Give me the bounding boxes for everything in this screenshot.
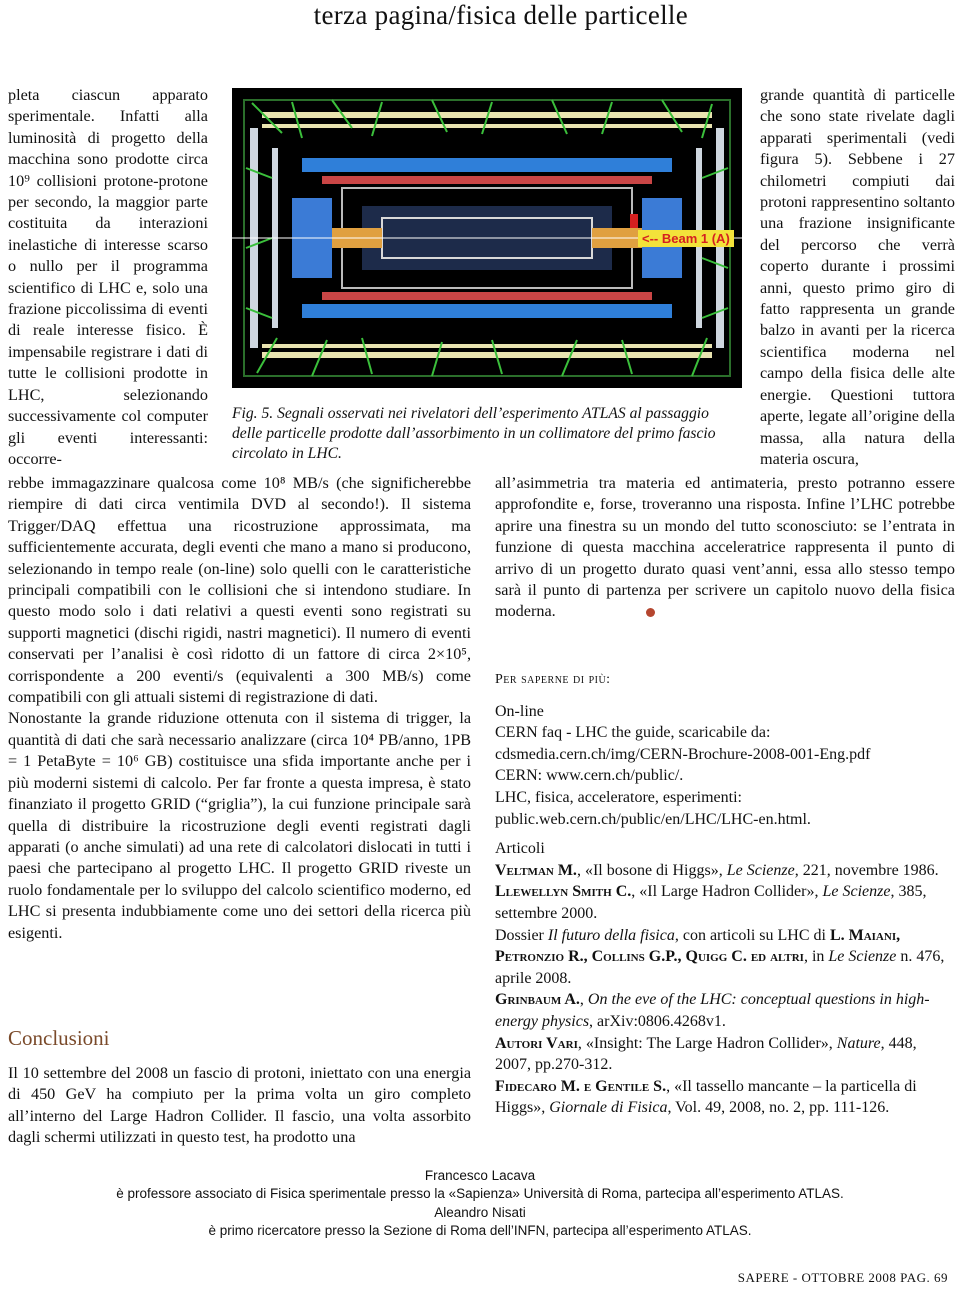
online-label: On-line (495, 702, 544, 720)
left-column-text (8, 85, 208, 470)
main-paragraph-1: rebbe immagazzinare qualcosa come 10⁸ MB/s (che significherebbe riempire di dati circa ventimila DVD al secondo!). Il sistema Trigger/DAQ effettua una ricostruzione approssimata, ma sufficientemente accurata, degli eventi che mano a mano si producono, selezionando in tempo reale (on-line) solo quelli con le caratteristiche principali compatibili con le collisioni che si intendono studiare. In questo modo solo i dati relativi a questi eventi sono registrati su supporti magnetici (dischi rigidi, nastri magnetici). Il numero di eventi conservati per l’analisi è così ridotto di un fattore di circa 2×10⁵, corrispondente a 200 eventi/s (equivalenti a 300 MB/s) come compatibili con gli attuali sistemi di registrazione di dati. (8, 474, 471, 707)
article-ref-1: Veltman M., «Il bosone di Higgs», Le Scienze, 221, novembre 1986. (495, 861, 939, 879)
conclusions-text (8, 1063, 471, 1149)
author-1-role: è professore associato di Fisica sperimentale presso la «Sapienza» Università di Roma, partecipa all’esperimento ATLAS. (116, 1186, 844, 1201)
main-column (8, 473, 471, 944)
author-1-name: Francesco Lacava (424, 1168, 536, 1183)
figure-caption (232, 404, 742, 464)
article-ref-5: Fidecaro M. e Gentile S., «Il tassello mancante – la particella di Higgs», Giornale di Fisica, Vol. 49, 2008, no. 2, pp. 111-126. (495, 1077, 917, 1117)
references (495, 669, 955, 1119)
article-ref-3: Grinbaum A., On the eve of the LHC: conceptual questions in high-energy physics, arXiv:0806.4268v1. (495, 991, 930, 1030)
article-ref-2: Llewellyn Smith C., «Il Large Hadron Collider», Le Scienze, 385, settembre 2000. (495, 883, 927, 922)
right-body-paragraph (495, 473, 955, 623)
dossier-ref: Dossier Il futuro della fisica, con articoli su LHC di L. Maiani, Petronzio R., Collins G.P., Quigg C. ed altri, in Le Scienze n. 476, aprile 2008. (495, 926, 945, 987)
references-heading: Per saperne di più: (495, 672, 611, 687)
beam-label: <-- Beam 1 (A) (638, 230, 734, 247)
atlas-event-figure (232, 88, 742, 388)
conclusions-heading: Conclusioni (8, 1026, 110, 1050)
page-footer: SAPERE - OTTOBRE 2008 PAG. 69 (737, 1270, 948, 1285)
right-column-paragraph: grande quantità di particelle che sono state rivelate dagli apparati sperimentali (vedi figura 5). Sebbene i 27 chilometri compiuti dai protoni rappresentino soltanto una frazione insignificante del percorso che verrà coperto durante i prossimi anni, questo primo giro di fatto rappresenta un grande balzo in avanti per la ricerca scientifica moderna nel campo della fisica delle alte energie. Questioni tuttora aperte, legate all’origine della massa, alla natura della materia oscura, (760, 86, 955, 468)
end-bullet-icon (646, 608, 655, 617)
author-2-role: è primo ricercatore presso la Sezione di Roma dell’INFN, partecipa all’esperimento ATLAS. (208, 1223, 752, 1238)
left-column-paragraph: pleta ciascun apparato sperimentale. Infatti alla luminosità di progetto della macchina sono prodotte circa 10⁹ collisioni protone-protone per secondo, la maggior parte costituita da interazioni inelastiche di interesse scarso o nullo per il programma scientifico di LHC e, solo una frazione piccolissima di eventi di reale interesse fisico. È impensabile registrare i dati di tutte le collisioni prodotte in LHC, selezionando successivamente col computer gli eventi interessanti: occorre- (8, 86, 208, 468)
author-2-name: Aleandro Nisati (434, 1205, 526, 1220)
online-ref-1[interactable]: CERN faq - LHC the guide, scaricabile da: cdsmedia.cern.ch/img/CERN-Brochure-2008-001-Eng.pdf (495, 724, 871, 763)
caption-label: Fig. 5. (232, 405, 274, 422)
online-ref-3[interactable]: LHC, fisica, acceleratore, esperimenti: public.web.cern.ch/public/en/LHC/LHC-en.html. (495, 788, 811, 828)
right-body-column (495, 473, 955, 623)
beam-pin-icon (630, 214, 638, 228)
articles-label: Articoli (495, 840, 545, 858)
main-paragraph-2: Nonostante la grande riduzione ottenuta con il sistema di trigger, la quantità di dati che sarà necessario analizzare (circa 10⁴ PB/anno, 1PB = 1 PetaByte = 10⁶ GB) costituisce una sfida importante anche per i più moderni sistemi di calcolo. Per far fronte a questa impresa, è stato finanziato il progetto GRID (“griglia”), la cui funzione principale sarà quella di distribuire la ricostruzione degli eventi registrati dagli apparati (o anche simulati) ad una rete di calcolatori dislocati in tutti i paesi che partecipano al progetto LHC. Il progetto GRID riveste un ruolo fondamentale per lo sviluppo del calcolo scientifico moderno, ed LHC si presenta indubbiamente come uno dei settori della ricerca più esigenti. (8, 709, 471, 942)
article-ref-4: Autori Vari, «Insight: The Large Hadron Collider», Nature, 448, 2007, pp.270-312. (495, 1034, 917, 1074)
caption-text: Segnali osservati nei rivelatori dell’esperimento ATLAS al passaggio delle particelle prodotte dall’assorbimento in un collimatore del primo fascio circolato in LHC. (232, 405, 716, 462)
page-header: terza pagina/fisica delle particelle (313, 0, 688, 30)
conclusions-paragraph: Il 10 settembre del 2008 un fascio di protoni, iniettato con una energia di 450 GeV ha compiuto per la prima volta un giro completo all’interno del Large Hadron Collider. Il fascio, una volta assorbito dagli schermi utilizzati in questo test, ha prodotto una (8, 1064, 471, 1147)
right-body-text: all’asimmetria tra materia ed antimateria, presto potranno essere approfondite e, forse, troveranno una risposta. Infine l’LHC potrebbe aprire una finestra su un mondo del tutto sconosciuto: se l’entrata in funzione di questa macchina acceleratrice rappresenta il punto di arrivo di un progetto durato quasi vent’anni, essa allo stesso tempo sarà il punto di partenza per scrivere un capitolo nuovo della fisica moderna. (495, 474, 955, 621)
right-column-text (760, 85, 955, 470)
online-ref-2[interactable]: CERN: www.cern.ch/public/. (495, 767, 684, 785)
